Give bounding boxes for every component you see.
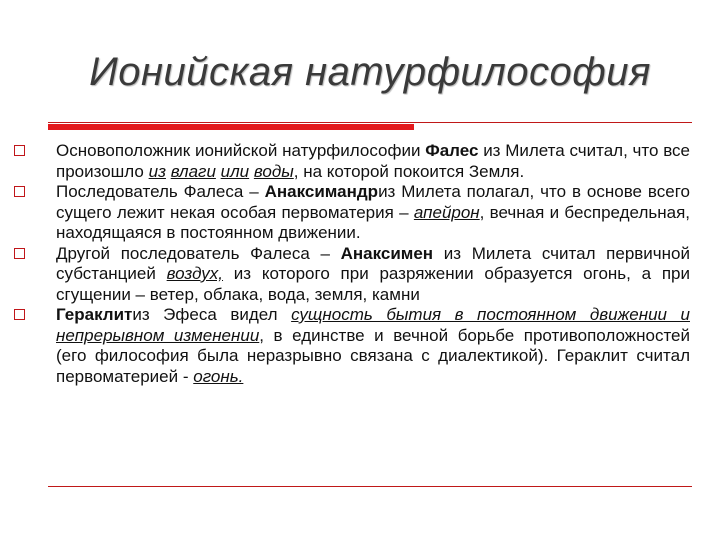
- name-thales: Фалес: [425, 141, 479, 160]
- square-bullet-icon: [14, 186, 25, 197]
- square-bullet-icon: [14, 309, 25, 320]
- title-underline-thin: [48, 122, 692, 123]
- name-anaximenes: Анаксимен: [340, 243, 434, 263]
- bullet-thales: Основоположник ионийской натурфилософии Фалес из Милета считал, что все произошло из влаги или воды, на которой покоится Земля.: [14, 141, 690, 182]
- square-bullet-icon: [14, 145, 25, 156]
- square-bullet-icon: [14, 248, 25, 259]
- bullet-anaximander: Последователь Фалеса – Анаксимандриз Милета полагал, что в основе всего сущего лежит некая особая первоматерия – апейрон, вечная и беспредельная, находящаяся в постоянном движении.: [14, 182, 690, 244]
- slide-title: Ионийская натурфилософия: [89, 50, 651, 94]
- footer-rule: [48, 486, 692, 487]
- name-anaximander: Анаксимандр: [264, 182, 379, 201]
- bullet-list: [14, 141, 690, 387]
- bullet-heraclitus: Гераклитиз Эфеса видел сущность бытия в постоянном движении и непрерывном изменении, в единстве и вечной борьбе противоположностей (его философия была неразрывно связана с диалектикой). Гераклит считал первоматерией - огонь.: [14, 305, 690, 387]
- title-underline-accent: [48, 124, 414, 130]
- name-heraclitus: Гераклит: [56, 305, 133, 324]
- bullet-anaximenes: Другой последователь Фалеса – Анаксимен из Милета считал первичной субстанцией воздух, из которого при разряжении образуется огонь, а при сгущении – ветер, облака, вода, земля, камни: [14, 244, 690, 306]
